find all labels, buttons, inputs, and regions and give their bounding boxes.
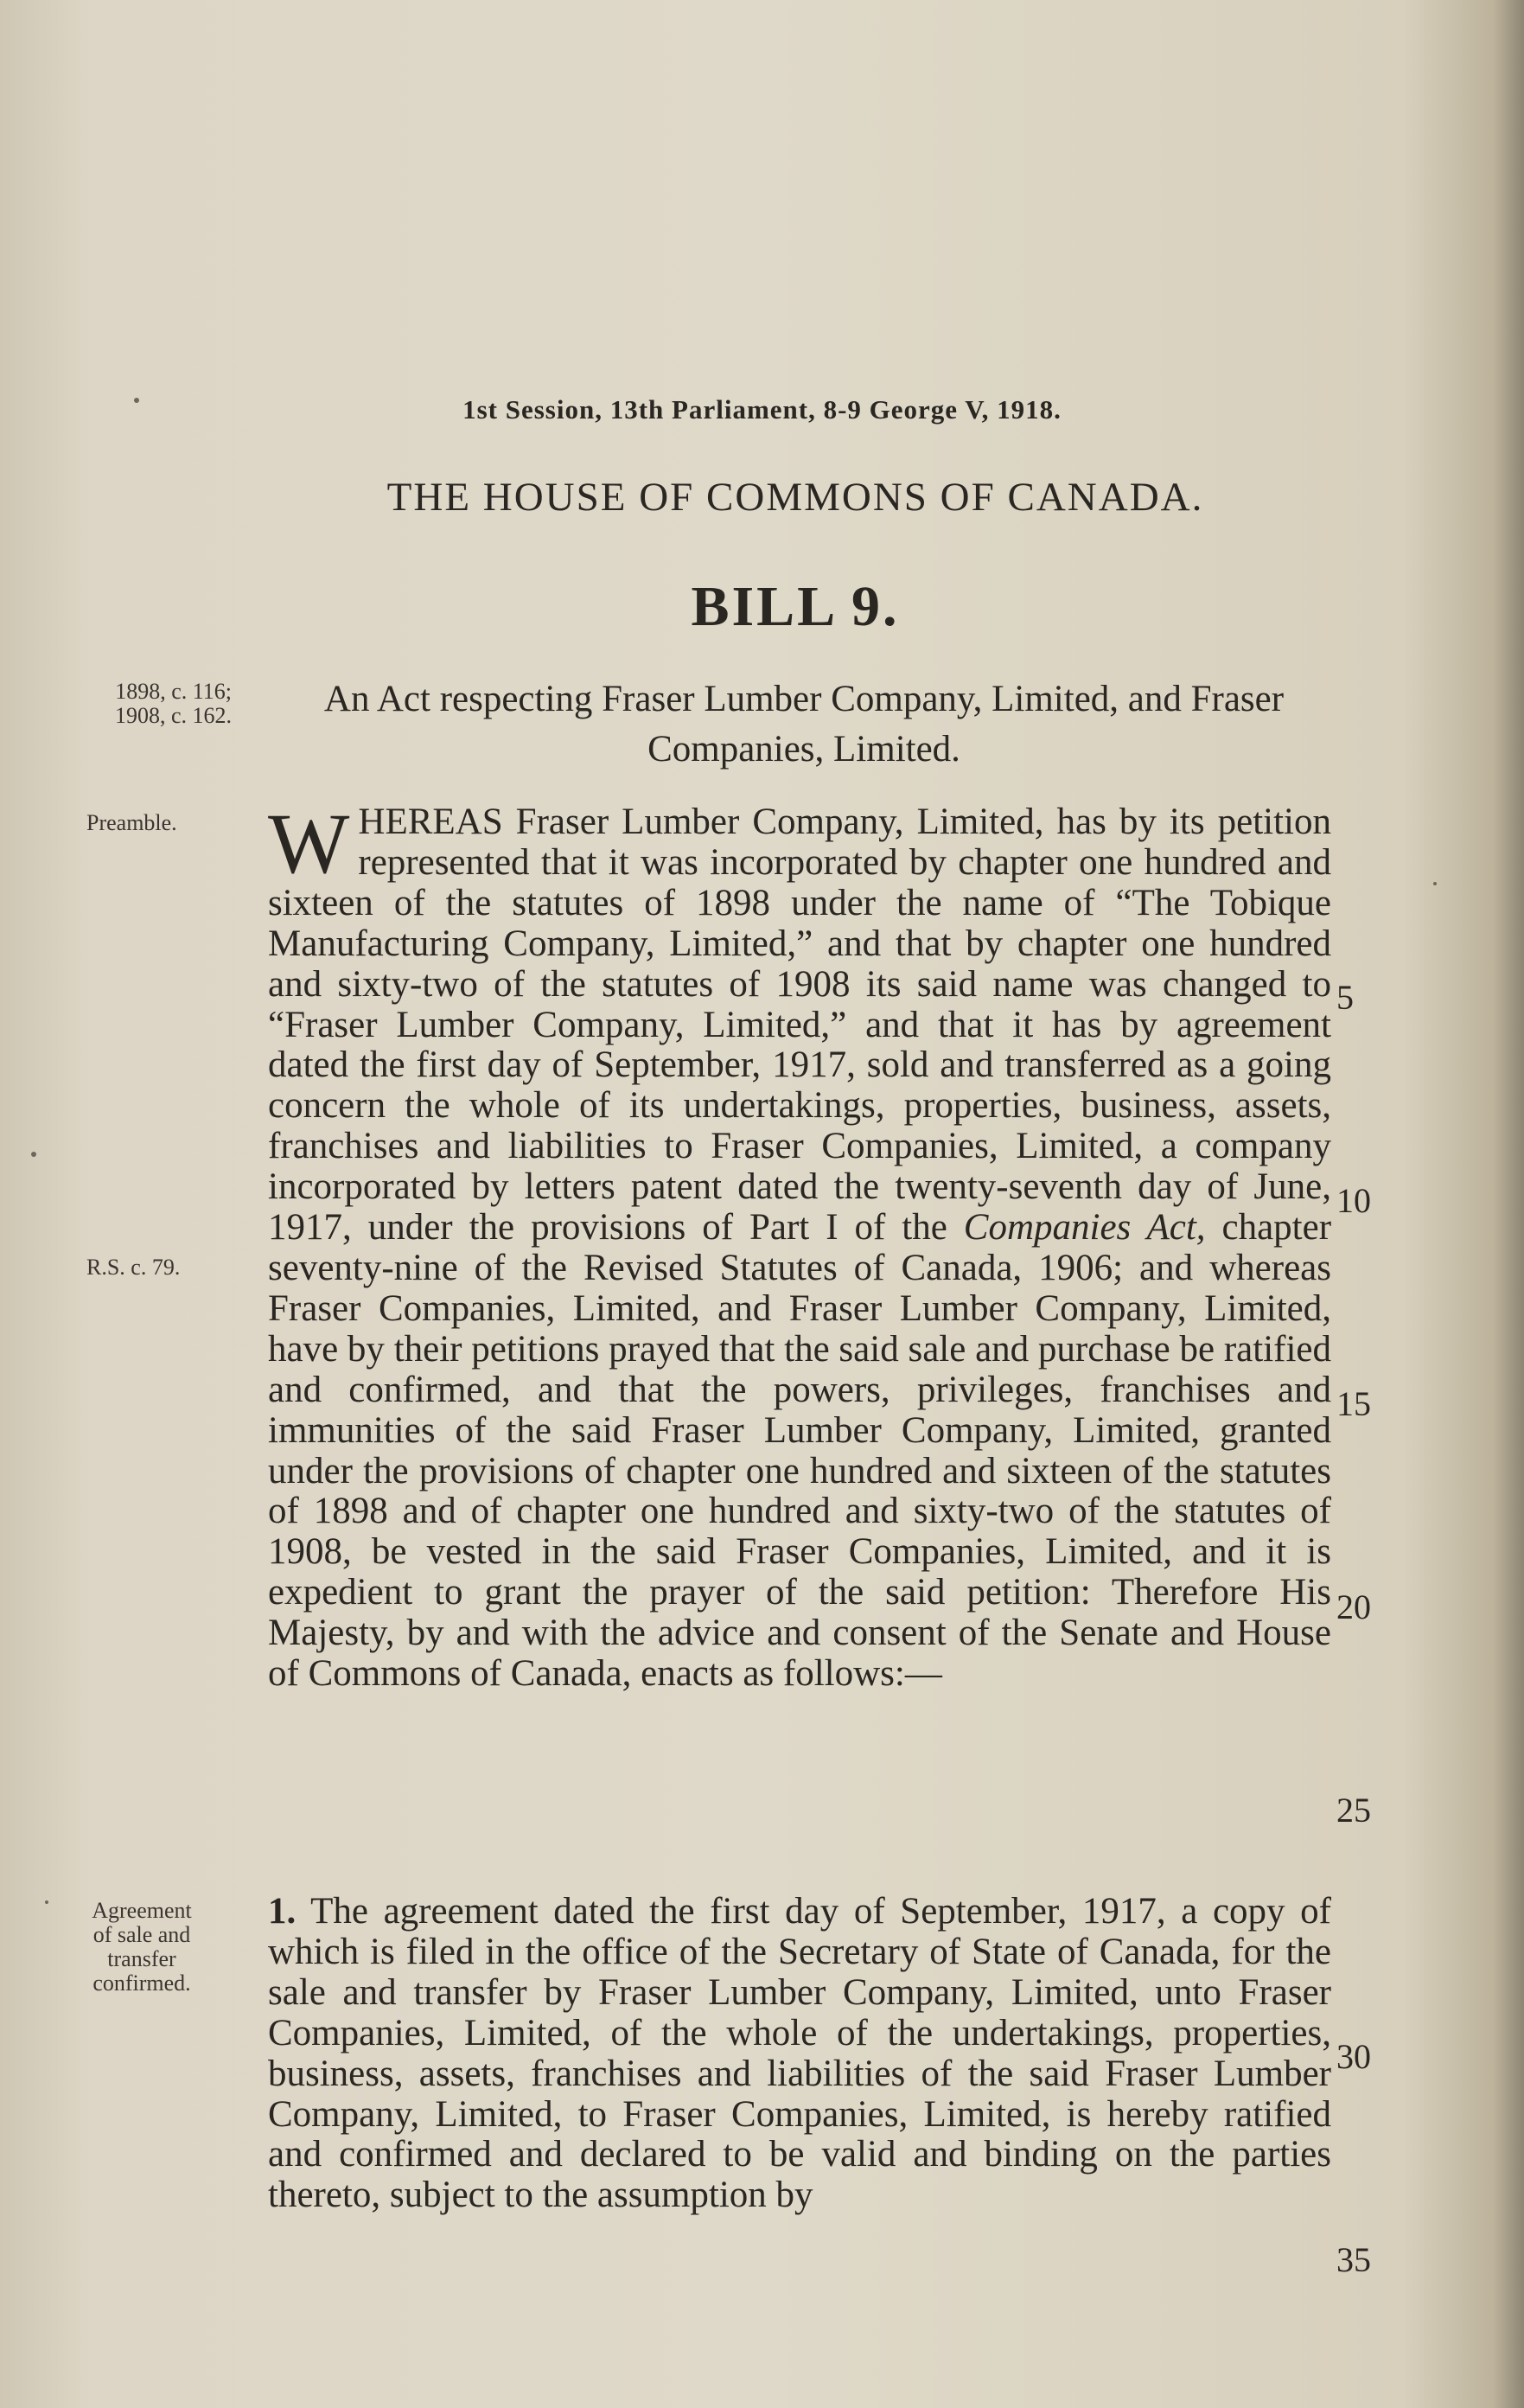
margin-note-agreement: Agreement of sale and transfer confirmed. <box>92 1898 192 1996</box>
companies-act-italic: Companies Act, <box>963 1207 1206 1249</box>
house-heading: THE HOUSE OF COMMONS OF CANADA. <box>386 475 1204 520</box>
paper-speck <box>1433 882 1437 885</box>
paper-speck <box>134 398 139 403</box>
section-1-text: The agreement dated the first day of September, 1917, a copy of which is filed in the office of the Secretary of State of Canada, for the sale and transfer by Fraser Lumber Company, Limited, unto Fraser Companies, Limited, of the whole of the undertakings, properties, business, assets, franchises and liabilities of the said Fraser Lumber Company, Limited, to Fraser Companies, Limited, is hereby ratified and confirmed and declared to be valid and binding on the parties thereto, subject to the assumption by <box>268 1891 1331 2216</box>
session-line: 1st Session, 13th Parliament, 8-9 George V, 1918. <box>462 394 1062 425</box>
line-number: 30 <box>1336 2037 1371 2076</box>
preamble-text-2: chapter seventy-nine of the Revised Statutes of Canada, 1906; and whereas Fraser Companies, Limited, and Fraser Lumber Company, Limited, have by their petitions prayed that the said sale and purchase be ratified and confirmed, and that the powers, privileges, franchises and immunities of the said Fraser Lumber Company, Limited, granted under the provisions of chapter one hundred and sixteen of the statutes of 1898 and of chapter one hundred and sixty-two of the statutes of 1908, be vested in the said Fraser Companies, Limited, and it is expedient to grant the prayer of the said petition: Therefore His Majesty, by and with the advice and consent of the Senate and House of Commons of Canada, enacts as follows:— <box>268 1207 1332 1695</box>
line-number: 15 <box>1336 1384 1371 1423</box>
section-1-paragraph <box>268 1892 1331 2216</box>
paper-speck <box>31 1152 36 1157</box>
line-number: 35 <box>1336 2240 1371 2279</box>
line-number: 25 <box>1336 1791 1371 1830</box>
preamble-text-1: HEREAS Fraser Lumber Company, Limited, has by its petition represented that it was incorporated by chapter one hundred and sixteen of the statutes of 1898 under the name of “The Tobique Manufacturing Company, Limited,” and that by chapter one hundred and sixty-two of the statutes of 1908 its said name was changed to “Fraser Lumber Company, Limited,” and that it has by agreement dated the first day of September, 1917, sold and transferred as a going concern the whole of its undertakings, properties, business, assets, franchises and liabilities to Fraser Companies, Limited, a company incorporated by letters patent dated the twenty-seventh day of June, 1917, under the provisions of Part I of the <box>268 802 1331 1249</box>
line-number: 20 <box>1336 1587 1371 1626</box>
drop-cap: W <box>268 795 350 891</box>
section-number: 1. <box>268 1891 297 1932</box>
preamble-paragraph <box>268 795 1332 1695</box>
line-number: 5 <box>1336 978 1354 1017</box>
paper-speck <box>45 1900 48 1904</box>
margin-note-revised-statutes: R.S. c. 79. <box>86 1255 181 1280</box>
margin-note-citation: 1898, c. 116; 1908, c. 162. <box>114 679 232 728</box>
margin-note-preamble: Preamble. <box>86 810 177 835</box>
act-title: An Act respecting Fraser Lumber Company, Limited, and Fraser Companies, Limited. <box>323 679 1285 770</box>
bill-number: BILL 9. <box>691 575 900 638</box>
line-number: 10 <box>1336 1181 1371 1220</box>
